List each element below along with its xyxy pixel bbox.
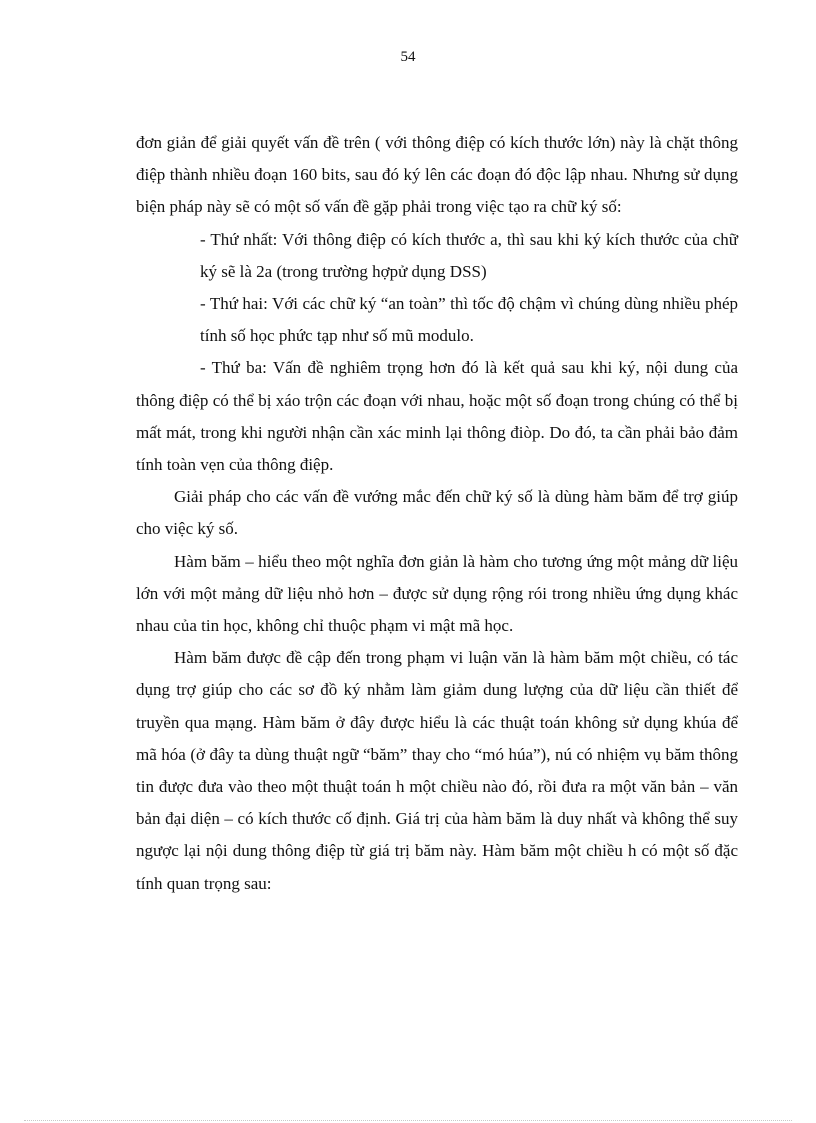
paragraph-continuation: đơn giản để giải quyết vấn đề trên ( với thông điệp có kích thước lớn) này là chặt thông điệp thành nhiều đoạn 160 bits, sau đó ký lên các đoạn đó độc lập nhau. Nhưng sử dụng biện pháp này sẽ có một số vấn đề gặp phải trong việc tạo ra chữ ký số: xyxy=(136,133,738,217)
list-item-second: - Thứ hai: Với các chữ ký “an toàn” thì tốc độ chậm vì chúng dùng nhiều phép tính số học phức tạp như số mũ modulo. xyxy=(200,294,738,346)
list-item-third: - Thứ ba: Vấn đề nghiêm trọng hơn đó là kết quả sau khi ký, nội dung của thông điệp có thể bị xáo trộn các đoạn với nhau, hoặc một số đoạn trong chúng có thể bị mất mát, trong khi người nhận cần xác minh lại thông điòp. Do đó, ta cần phải bảo đảm tính toàn vẹn của thông điệp. xyxy=(136,358,738,475)
page-number: 54 xyxy=(400,49,416,65)
paragraph-one-way-hash: Hàm băm được đề cập đến trong phạm vi luận văn là hàm băm một chiều, có tác dụng trợ giúp cho các sơ đồ ký nhằm làm giảm dung lượng của dữ liệu cần thiết để truyền qua mạng. Hàm băm ở đây được hiểu là các thuật toán không sử dụng khúa để mã hóa (ở đây ta dùng thuật ngữ “băm” thay cho “mó húa”), nú có nhiệm vụ băm thông tin được đưa vào theo một thuật toán h một chiều nào đó, rồi đưa ra một văn bản – văn bản đại diện – có kích thước cố định. Giá trị của hàm băm là duy nhất và không thể suy ngược lại nội dung thông điệp từ giá trị băm này. Hàm băm một chiều h có một số đặc tính quan trọng sau: xyxy=(136,648,738,893)
page-bottom-rule xyxy=(24,1120,792,1121)
document-body xyxy=(136,127,738,900)
list-item-first: - Thứ nhất: Với thông điệp có kích thước a, thì sau khi ký kích thước của chữ ký sẽ là 2a (trong trường hợpử dụng DSS) xyxy=(200,229,738,281)
paragraph-hash-definition: Hàm băm – hiểu theo một nghĩa đơn giản là hàm cho tương ứng một mảng dữ liệu lớn với một mảng dữ liệu nhỏ hơn – được sử dụng rộng rói trong nhiều ứng dụng khác nhau của tin học, không chỉ thuộc phạm vi mật mã học. xyxy=(136,551,738,636)
paragraph-solution: Giải pháp cho các vấn đề vướng mắc đến chữ ký số là dùng hàm băm để trợ giúp cho việc ký số. xyxy=(136,487,738,539)
